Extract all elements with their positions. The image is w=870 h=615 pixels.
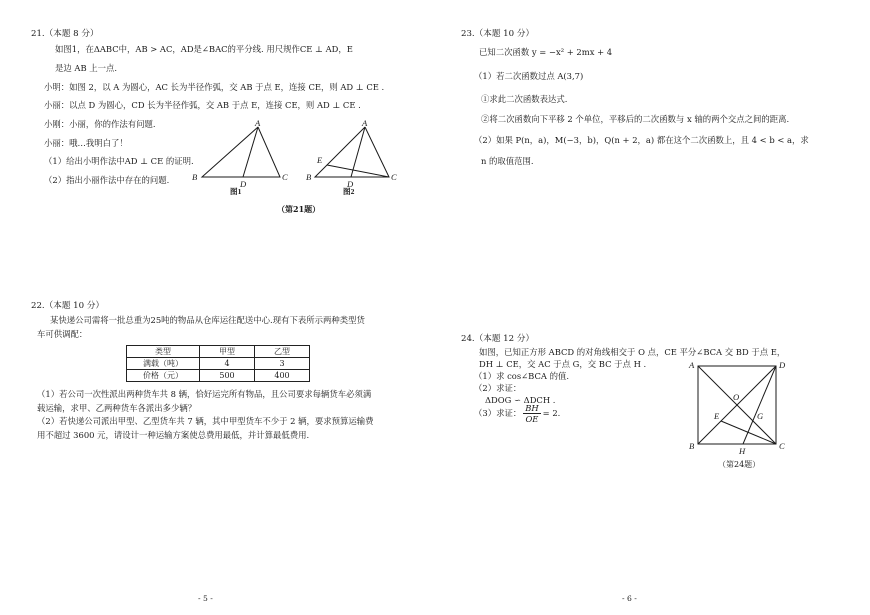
q24-part2: （2）求证：	[474, 383, 522, 393]
q24-fig-label-a: A	[689, 360, 695, 370]
q21-fig1-label-b: B	[192, 172, 198, 182]
q24-intro-line1: 如图，已知正方形 ABCD 的对角线相交于 O 点，CE 平分∠BCA 交 BD 于点 E，	[479, 347, 786, 357]
q23-part1: （1）若二次函数过点 A(3,7)	[474, 71, 584, 81]
q21-li: 小丽：以点 D 为圆心，CD 长为半径作弧，交 AB 于点 E，连接 CE，则 AD ⊥ CE .	[44, 100, 361, 110]
q21-intro-line2: 是边 AB 上一点.	[55, 63, 118, 73]
q21-fig2-label-d: D	[347, 179, 354, 189]
q22-part2-line2: 用不超过 3600 元，请设计一种运输方案使总费用最低，并计算最低费用.	[37, 430, 310, 440]
table-row	[127, 370, 310, 382]
q22-intro-line1: 某快递公司需将一批总重为25吨的物品从仓库运往配送中心.现有下表所示两种类型货	[50, 315, 365, 325]
q24-fig-label-b: B	[689, 441, 695, 451]
q21-fig1-label-a: A	[255, 118, 261, 128]
q24-fig-label-c: C	[779, 441, 785, 451]
q24-fraction-numerator: BH	[525, 403, 539, 413]
q21-fig1-label-c: C	[282, 172, 288, 182]
q22-part2-line1: （2）若快递公司派出甲型、乙型货车共 7 辆，其中甲型货车不少于 2 辆，要求预算运输费	[37, 416, 374, 426]
table-cell: 3	[255, 358, 310, 370]
q21-figure2	[303, 116, 403, 201]
table-cell: 400	[255, 370, 310, 382]
q21-fig2-caption: 图2	[343, 187, 355, 196]
page-number-right: - 6 -	[622, 594, 637, 603]
q21-fig1-caption: 图1	[230, 187, 242, 196]
q24-fraction-tail: = 2.	[542, 408, 561, 418]
table-cell: 满载（吨）	[127, 358, 200, 370]
table-cell: 价格（元）	[127, 370, 200, 382]
q21-part1: （1）给出小明作法中AD ⊥ CE 的证明.	[44, 156, 194, 166]
q22-part1-line2: 载运输，求甲、乙两种货车各派出多少辆？	[37, 403, 197, 413]
q24-part3	[474, 403, 560, 424]
q23-intro: 已知二次函数 y = −x² + 2mx + 4	[479, 47, 613, 57]
q21-ming: 小明：如图 2，以 A 为圆心，AC 长为半径作弧，交 AB 于点 E，连接 CE，则 AD ⊥ CE .	[44, 82, 385, 92]
q23-part2-line1: （2）如果 P(n，a)，M(−3，b)，Q(n + 2，a) 都在这个二次函数上，且 4 < b < a，求	[474, 135, 809, 145]
q24-intro-line2: DH ⊥ CE，交 AC 于点 G，交 BC 于点 H .	[479, 359, 647, 369]
q21-li2: 小丽：哦…我明白了！	[44, 138, 128, 148]
q23-sub1: ①求此二次函数表达式.	[481, 94, 568, 104]
q24-fig-label-e: E	[714, 411, 720, 421]
q24-fig-label-h: H	[739, 446, 746, 456]
q24-fig-label-o: O	[733, 392, 740, 402]
table-header-cell: 甲型	[200, 346, 255, 358]
table-cell: 4	[200, 358, 255, 370]
q24-caption: （第24题）	[718, 460, 761, 469]
table-header-cell: 类型	[127, 346, 200, 358]
q23-part2-line2: n 的取值范围.	[481, 156, 534, 166]
table-header-cell: 乙型	[255, 346, 310, 358]
q24-part3-label: （3）求证：	[474, 408, 522, 418]
table-row	[127, 358, 310, 370]
q21-figure1	[185, 116, 300, 201]
page-number-left: - 5 -	[198, 594, 213, 603]
q21-intro-line1: 如图1，在ΔABC中，AB > AC，AD是∠BAC的平分线. 用尺规作CE ⊥ AD，E	[55, 44, 353, 54]
q24-fig-label-d: D	[779, 360, 786, 370]
q21-fig2-label-b: B	[306, 172, 312, 182]
q24-part2-expr: ΔDOG ∽ ΔDCH .	[485, 395, 556, 405]
q21-fig2-label-a: A	[362, 118, 368, 128]
q24-header: 24.（本题 12 分）	[461, 334, 535, 344]
q21-fig1-label-d: D	[240, 179, 247, 189]
q21-fig2-label-e: E	[317, 155, 323, 165]
q21-gang: 小刚：小丽，你的作法有问题.	[44, 119, 156, 129]
q21-caption: （第21题）	[277, 204, 321, 214]
q23-sub2: ②将二次函数向下平移 2 个单位，平移后的二次函数与 x 轴的两个交点之间的距离.	[481, 114, 790, 124]
q24-part1: （1）求 cos∠BCA 的值.	[474, 371, 570, 381]
q23-header: 23.（本题 10 分）	[461, 29, 535, 39]
q22-table	[126, 345, 310, 382]
table-header-row	[127, 346, 310, 358]
q22-header: 22.（本题 10 分）	[31, 301, 105, 311]
q21-part2: （2）指出小丽作法中存在的问题.	[44, 175, 170, 185]
q24-fraction-denominator: OE	[525, 414, 539, 424]
q24-figure	[683, 356, 793, 458]
q24-fig-label-g: G	[757, 411, 764, 421]
q22-part1-line1: （1）若公司一次性派出两种货车共 8 辆，恰好运完所有物品，且公司要求每辆货车必须满	[37, 389, 372, 399]
q22-intro-line2: 车可供调配：	[37, 329, 88, 339]
q21-header: 21.（本题 8 分）	[31, 29, 99, 39]
table-cell: 500	[200, 370, 255, 382]
q21-fig2-label-c: C	[391, 172, 397, 182]
q24-fraction	[523, 403, 540, 424]
